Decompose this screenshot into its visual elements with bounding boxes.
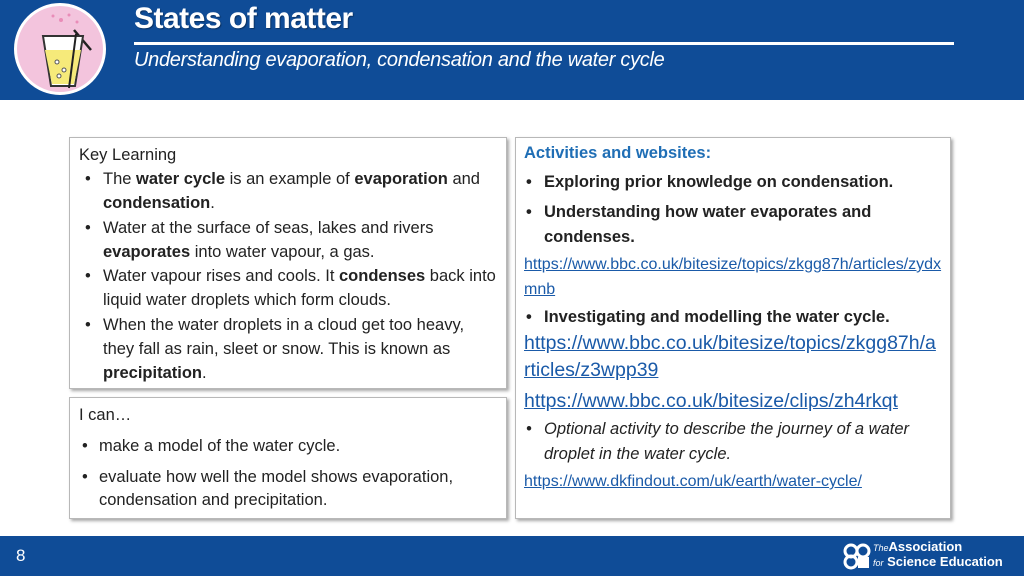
key-learning-item: • The water cycle is an example of evaporation and condensation. [79, 167, 496, 216]
header-bar [0, 0, 1024, 100]
i-can-list [79, 435, 496, 512]
page-title: States of matter [134, 2, 353, 35]
key-learning-list [79, 167, 496, 386]
i-can-heading: I can… [79, 406, 132, 424]
i-can-panel [69, 397, 507, 519]
link-bbc-zydxmnb[interactable]: https://www.bbc.co.uk/bitesize/topics/zkgg87h/articles/zydxmnb [524, 256, 942, 298]
activities-panel [515, 137, 951, 519]
activities-heading: Activities and websites: [524, 144, 712, 162]
i-can-item: • evaluate how well the model shows evaporation, condensation and precipitation. [79, 466, 496, 512]
link-bbc-zh4rkqt[interactable]: https://www.bbc.co.uk/bitesize/clips/zh4rkqt [524, 390, 898, 412]
page-subtitle: Understanding evaporation, condensation and the water cycle [134, 49, 665, 71]
page-number: 8 [16, 546, 26, 565]
link-dkfindout[interactable]: https://www.dkfindout.com/uk/earth/water-cycle/ [524, 473, 862, 490]
key-learning-panel [69, 137, 507, 389]
key-learning-item: • When the water droplets in a cloud get too heavy, they fall as rain, sleet or snow. This is known as precipitation. [79, 313, 496, 386]
activity-item-prior-knowledge: • Exploring prior knowledge on condensation. [524, 170, 942, 195]
link-bbc-z3wpp39[interactable]: https://www.bbc.co.uk/bitesize/topics/zkgg87h/articles/z3wpp39 [524, 332, 936, 381]
key-learning-item: • Water vapour rises and cools. It condenses back into liquid water droplets which form clouds. [79, 264, 496, 313]
activity-item-modelling: • Investigating and modelling the water cycle. [524, 305, 942, 330]
activity-item-evaporation: • Understanding how water evaporates and condenses. [524, 200, 942, 250]
key-learning-heading: Key Learning [79, 146, 177, 164]
ase-wordmark: TheAssociation for Science Education [873, 539, 1003, 569]
i-can-item: • make a model of the water cycle. [79, 435, 496, 458]
ase-logo-icon [843, 542, 871, 570]
key-learning-item: • Water at the surface of seas, lakes and rivers evaporates into water vapour, a gas. [79, 216, 496, 265]
footer-bar [0, 536, 1024, 576]
activity-item-optional: • Optional activity to describe the journey of a water droplet in the water cycle. [524, 417, 942, 467]
drink-glass-icon [14, 3, 106, 95]
title-divider [134, 42, 954, 45]
